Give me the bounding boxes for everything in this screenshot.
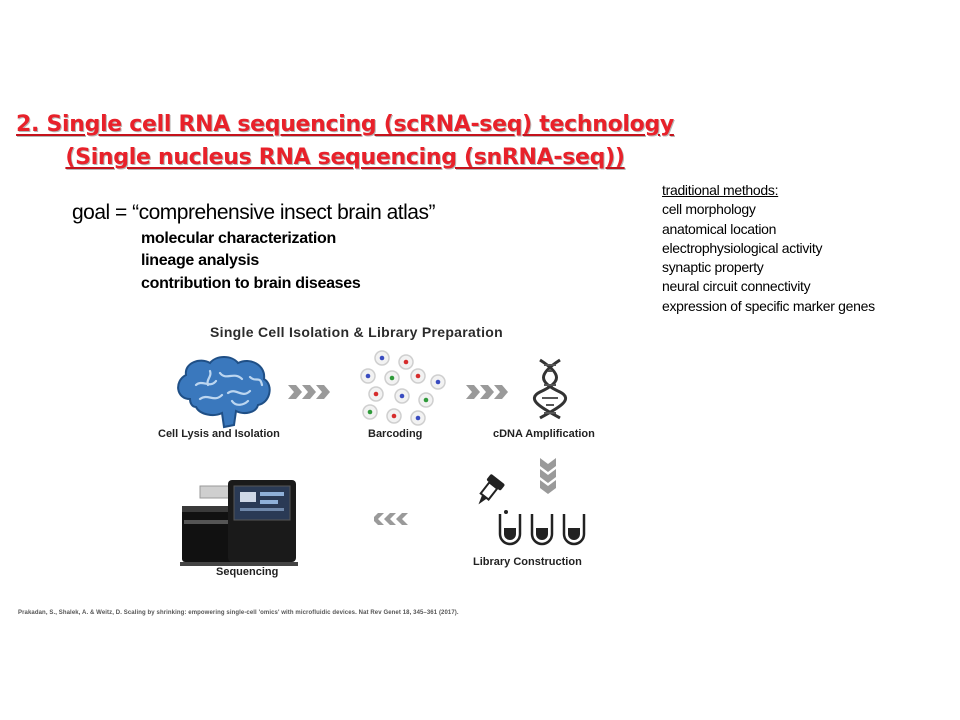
slide-title-line-1: 2. Single cell RNA sequencing (scRNA-seq) technology bbox=[16, 112, 674, 137]
method-item: expression of specific marker genes bbox=[662, 297, 875, 314]
arrow-right-icon bbox=[288, 385, 336, 399]
sequencer-machine-icon bbox=[180, 478, 300, 566]
library-tubes-icon bbox=[470, 474, 602, 550]
brain-icon bbox=[170, 355, 278, 431]
arrow-right-icon bbox=[466, 385, 514, 399]
dna-helix-icon bbox=[532, 358, 568, 420]
traditional-methods-heading: traditional methods: bbox=[662, 182, 779, 198]
slide-title-line-2: (Single nucleus RNA sequencing (snRNA-seq)) bbox=[65, 145, 625, 170]
method-item: neural circuit connectivity bbox=[662, 278, 811, 295]
method-item: anatomical location bbox=[662, 220, 777, 237]
step-label-cdna: cDNA Amplification bbox=[493, 428, 595, 440]
goal-item-molecular: molecular characterization bbox=[141, 230, 336, 247]
step-label-lysis: Cell Lysis and Isolation bbox=[158, 428, 280, 440]
method-item: electrophysiological activity bbox=[662, 239, 823, 256]
step-label-barcoding: Barcoding bbox=[368, 428, 423, 440]
barcoding-beads-icon bbox=[356, 350, 448, 428]
goal-item-diseases: contribution to brain diseases bbox=[141, 275, 361, 292]
step-label-library: Library Construction bbox=[473, 556, 582, 568]
goal-item-lineage: lineage analysis bbox=[141, 252, 259, 269]
goal-statement: goal = “comprehensive insect brain atlas” bbox=[72, 201, 435, 224]
citation: Prakadan, S., Shalek, A. & Weitz, D. Scaling by shrinking: empowering single-cell 'omics' with microfluidic devices. Nat Rev Genet 18, 345–361 (2017). bbox=[18, 610, 459, 616]
traditional-methods-list bbox=[662, 181, 875, 316]
arrow-left-icon bbox=[374, 513, 408, 525]
step-label-sequencing: Sequencing bbox=[216, 566, 279, 578]
method-item: synaptic property bbox=[662, 259, 764, 276]
method-item: cell morphology bbox=[662, 201, 756, 218]
figure-title: Single Cell Isolation & Library Preparation bbox=[210, 324, 503, 340]
